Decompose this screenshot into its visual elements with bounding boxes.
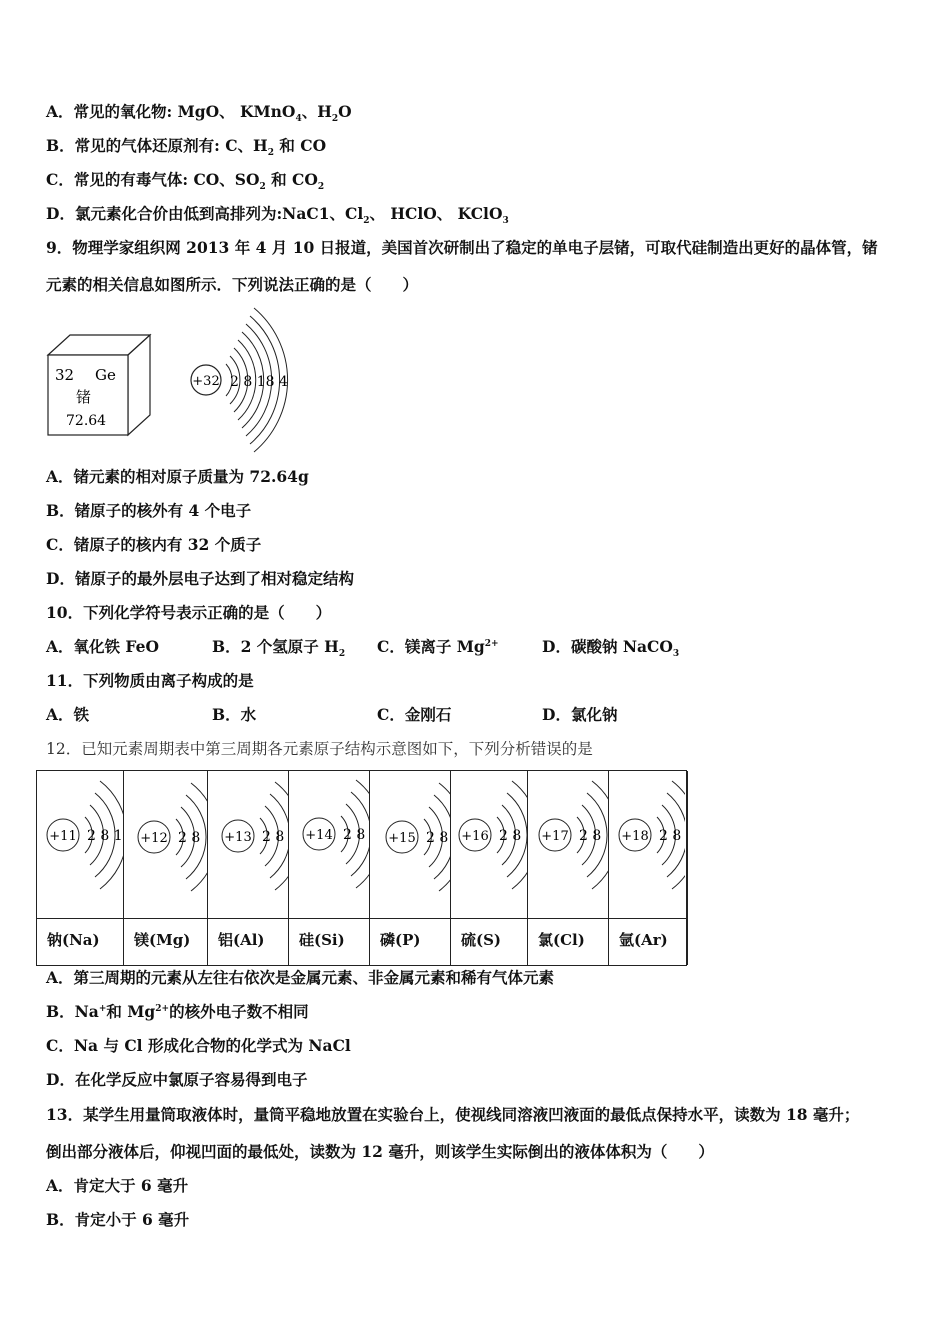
table-cell-p [370,771,451,965]
element-name-ar: 氩(Ar) [619,931,668,949]
atom-diagram-na [37,771,124,918]
q10-stem: 10．下列化学符号表示正确的是（ ） [46,603,332,622]
svg-text:2 8: 2 8 [499,828,522,844]
svg-text:+16: +16 [461,829,489,844]
period3-structure-table [36,770,687,966]
q9-option-b: B．锗原子的核外有 4 个电子 [46,501,252,520]
element-card-drawing [46,333,156,438]
svg-text:+18: +18 [621,829,649,844]
table-cell-si [289,771,370,965]
svg-text:+17: +17 [541,829,569,844]
q8-option-d: D．氯元素化合价由低到高排列为:NaC1、$Cl_2$、 HClO、 KClO$_3$ [46,204,509,227]
svg-text:2 8: 2 8 [343,827,366,843]
svg-text:+11: +11 [49,829,77,844]
table-cell-al [208,771,289,965]
atom-diagram-ar [609,771,685,918]
q10-option-a: A．氧化铁 FeO [46,637,159,656]
q8-option-b: B．常见的气体还原剂有: C、$H_2$ 和 CO [46,136,327,159]
svg-text:2 8: 2 8 [262,829,285,845]
q8-option-a: A．常见的氧化物: MgO、 KMnO$_4$、$H_2O$ [46,102,352,125]
q11-option-a: A．铁 [46,705,90,724]
q13-stem-line2: 倒出部分液体后，仰视凹面的最低处，读数为 12 毫升，则该学生实际倒出的液体体积为（ ） [46,1142,714,1161]
q11-options [46,705,746,725]
atom-diagram-al [208,771,289,918]
svg-text:2 8: 2 8 [579,828,602,844]
atom-diagram-mg [124,771,208,918]
q9-stem-line1: 9．物理学家组织网 2013 年 4 月 10 日报道，美国首次研制出了稳定的单电子层锗，可取代硅制造出更好的晶体管，锗 [46,238,878,257]
q9-option-a: A．锗元素的相对原子质量为 72.64g [46,467,309,486]
svg-text:+14: +14 [305,828,333,843]
element-name-al: 铝(Al) [218,931,265,949]
q12-stem: 12．已知元素周期表中第三周期各元素原子结构示意图如下，下列分析错误的是 [46,740,593,758]
svg-text:+12: +12 [140,831,168,846]
element-name: 锗 [76,388,92,406]
element-name-s: 硫(S) [461,931,502,949]
q13-option-b: B．肯定小于 6 毫升 [46,1210,190,1229]
svg-text:2 8: 2 8 [426,830,449,846]
q10-option-d: D．碳酸钠 NaCO$_3$ [542,637,680,660]
element-number: 32 [55,366,75,384]
table-cell-s [451,771,528,965]
q9-option-d: D．锗原子的最外层电子达到了相对稳定结构 [46,569,354,588]
q11-stem: 11．下列物质由离子构成的是 [46,671,254,690]
svg-text:2 8: 2 8 [178,830,201,846]
germanium-atom-diagram [186,306,296,458]
element-name-p: 磷(P) [380,931,421,949]
q12-option-d: D．在化学反应中氯原子容易得到电子 [46,1070,308,1089]
element-mass: 72.64 [66,413,107,429]
atom-shells: 2 8 18 4 [230,374,288,390]
atom-diagram-s [451,771,528,918]
q10-options [46,637,746,660]
atom-diagram-p [370,771,451,918]
q11-option-b: B．水 [212,705,257,724]
q12-option-b: B．Na+和 $Mg^{2+}$的核外电子数不相同 [46,1002,309,1021]
atom-diagram-cl [528,771,609,918]
svg-text:2 8: 2 8 [659,828,682,844]
germanium-element-card [46,333,156,442]
svg-text:+15: +15 [388,831,416,846]
q11-option-c: C．金刚石 [377,705,452,724]
element-name-si: 硅(Si) [299,931,345,949]
element-name-na: 钠(Na) [47,931,100,949]
q11-option-d: D．氯化钠 [542,705,618,724]
q10-option-b: B．2 个氢原子 $H_2$ [212,637,346,660]
q13-stem-line1: 13．某学生用量筒取液体时，量筒平稳地放置在实验台上，使视线同溶液凹液面的最低点保持水平，读数为 18 毫升； [46,1105,860,1124]
element-name-cl: 氯(Cl) [538,931,585,949]
table-cell-cl [528,771,609,965]
svg-text:+13: +13 [224,830,252,845]
atom-nucleus: +32 [192,374,220,389]
q9-stem-line2: 元素的相关信息如图所示．下列说法正确的是（ ） [46,275,419,294]
q12-option-c: C．Na 与 Cl 形成化合物的化学式为 NaCl [46,1036,351,1055]
q13-option-a: A．肯定大于 6 毫升 [46,1176,189,1195]
q8-option-c: C．常见的有毒气体: CO、$SO_2$ 和 $CO_2$ [46,170,325,193]
atom-diagram-si [289,771,370,918]
element-name-mg: 镁(Mg) [134,931,191,949]
element-symbol: Ge [95,366,116,384]
q9-option-c: C．锗原子的核内有 32 个质子 [46,535,262,554]
q12-option-a: A．第三周期的元素从左往右依次是金属元素、非金属元素和稀有气体元素 [46,968,555,987]
table-divider [37,918,686,919]
svg-text:2 8 1: 2 8 1 [87,828,123,844]
q10-option-c: C．镁离子 $Mg^{2+}$ [377,637,499,656]
table-cell-na [37,771,124,965]
table-cell-ar [609,771,688,965]
table-cell-mg [124,771,208,965]
